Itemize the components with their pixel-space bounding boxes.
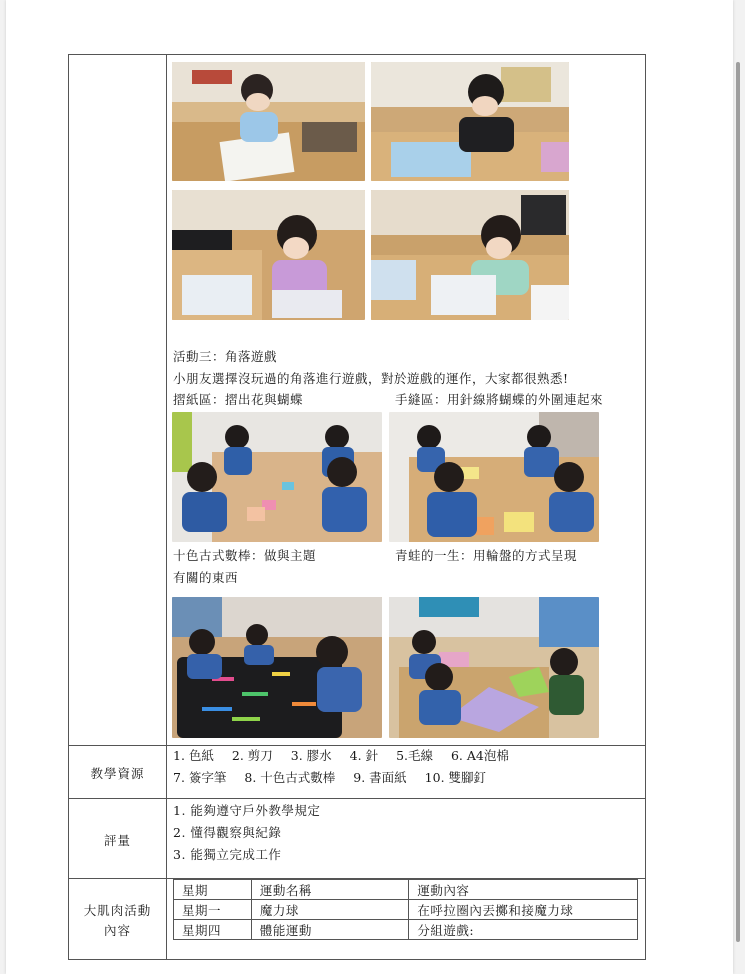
resource-item: 4. 針 — [349, 748, 379, 763]
corner-sew-caption: 手縫區：用針線將蝴蝶的外圍連起來 — [395, 392, 604, 407]
photo-number-rods-corner — [172, 597, 382, 738]
assessment-label: 評量 — [103, 833, 131, 848]
activity-description: 小朋友選擇沒玩過的角落進行遊戲，對於遊戲的運作，大家都很熟悉! — [173, 371, 569, 386]
corner-rods-caption-line2: 有關的東西 — [173, 570, 239, 585]
table-cell: 分組遊戲: — [409, 920, 638, 940]
header-cell: 星期 — [174, 880, 252, 900]
resources-row-2 — [173, 768, 500, 786]
assessment-item: 2. 懂得觀察與紀錄 — [173, 825, 282, 840]
row-divider — [69, 798, 645, 799]
corner-fold-caption: 摺紙區：摺出花與蝴蝶 — [173, 392, 304, 407]
lesson-table — [68, 54, 646, 960]
table-cell: 在呼拉圈內丟擲和接魔力球 — [409, 900, 638, 920]
table-header-row — [174, 880, 638, 900]
assessment-item: 3. 能獨立完成工作 — [173, 847, 282, 862]
gross-motor-label-line2: 內容 — [103, 923, 131, 938]
photo-child-drawing-2 — [371, 62, 569, 181]
resource-item: 10. 雙腳釘 — [424, 770, 487, 785]
photo-origami-corner — [172, 412, 382, 542]
corner-rods-caption-line1: 十色古式數棒：做與主題 — [173, 548, 317, 563]
resource-item: 2. 剪刀 — [231, 748, 273, 763]
resources-row-1 — [173, 746, 523, 764]
photo-child-drawing-1 — [172, 62, 365, 181]
activity-heading: 活動三：角落遊戲 — [173, 349, 278, 364]
photo-frog-lifecycle-corner — [389, 597, 599, 738]
scrollbar[interactable] — [736, 62, 740, 942]
resource-item: 7. 簽字筆 — [173, 770, 227, 785]
gross-motor-label-line1: 大肌肉活動 — [83, 903, 152, 918]
gross-motor-table — [173, 879, 638, 940]
corner-frog-caption: 青蛙的一生：用輪盤的方式呈現 — [395, 548, 578, 563]
table-cell: 星期四 — [174, 920, 252, 940]
table-cell: 體能運動 — [251, 920, 408, 940]
column-divider — [166, 55, 167, 959]
table-row — [174, 920, 638, 940]
header-cell: 運動名稱 — [251, 880, 408, 900]
resource-item: 3. 膠水 — [290, 748, 332, 763]
resource-item: 1. 色紙 — [173, 748, 214, 763]
resource-item: 8. 十色古式數棒 — [244, 770, 336, 785]
table-cell: 魔力球 — [251, 900, 408, 920]
resource-item: 6. A4泡棉 — [450, 748, 509, 763]
table-cell: 星期一 — [174, 900, 252, 920]
resources-label: 教學資源 — [90, 766, 145, 781]
resource-item: 9. 書面紙 — [353, 770, 407, 785]
table-row — [174, 900, 638, 920]
resource-item: 5.毛線 — [396, 748, 433, 763]
photo-child-drawing-3 — [172, 190, 365, 320]
photo-child-drawing-4 — [371, 190, 569, 320]
assessment-item: 1. 能夠遵守戶外教學規定 — [173, 803, 321, 818]
header-cell: 運動內容 — [409, 880, 638, 900]
photo-sewing-corner — [389, 412, 599, 542]
